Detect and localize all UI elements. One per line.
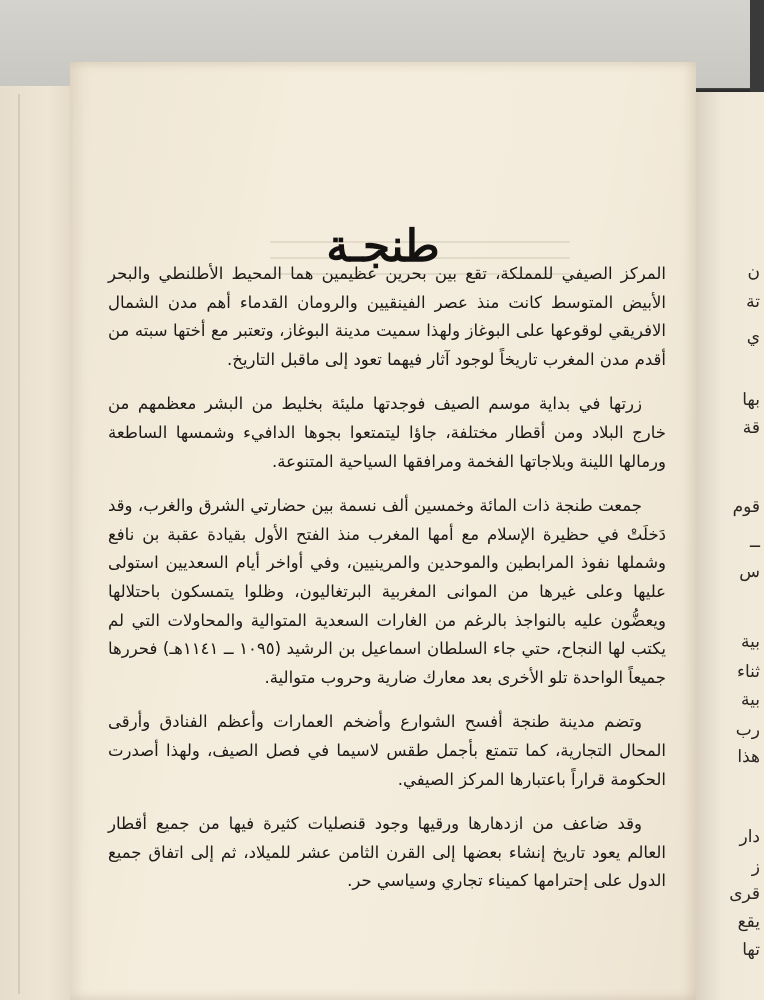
facing-page-text-fragment: تة <box>746 292 760 312</box>
body-text <box>108 260 666 912</box>
facing-page-text-fragment: قرى <box>729 884 760 904</box>
facing-page-text-fragment: ــ <box>750 532 760 552</box>
facing-page-text-fragment: رب <box>735 720 760 740</box>
paragraph-5: وقد ضاعف من ازدهارها ورقيها وجود قنصليات كثيرة فيها من جميع أقطار العالم يعود تاريخ إنشاء بعضها إلى القرن الثامن عشر للميلاد، ثم إلى اتفاق جميع الدول على إحترامها كميناء تجاري وسياسي حر. <box>108 814 666 891</box>
facing-page-text-fragment: قة <box>742 418 760 438</box>
facing-page-text-fragment: ز <box>751 857 760 877</box>
facing-page-text-fragment: قوم <box>732 497 760 517</box>
facing-page-text-fragment: بها <box>742 390 760 410</box>
facing-page-text-fragment: تها <box>742 940 760 960</box>
facing-page-text-fragment: س <box>739 562 760 582</box>
facing-page-text-fragment: ثناء <box>736 662 760 682</box>
paragraph-3: جمعت طنجة ذات المائة وخمسين ألف نسمة بين حضارتي الشرق والغرب، وقد دَخلَتْ في حظيرة الإسلام مع أمها المغرب منذ الفتح الأول بقيادة عقبة بن نافع وشملها نفوذ المرابطين والموحدين والمرينيين، وفي أواخر أيام السعديين استولى عليها وعلى غيرها من الموانى المغربية البرتغاليون، وظلوا يتمسكون باحتلالها ويعضُّون عليه بالنواجذ بالرغم من الغارات السعدية المتوالية والمحاولات التي لم يكتب لها النجاح، حتي جاء السلطان اسماعيل بن الرشيد (١٠٩٥ ــ ١١٤١هـ) فحررها جميعاً الواحدة تلو الأخرى بعد معارك ضارية وحروب متوالية. <box>108 496 666 687</box>
left-page-stack <box>0 86 81 1000</box>
paragraph-2: زرتها في بداية موسم الصيف فوجدتها مليئة بخليط من البشر معظمهم من خارج البلاد ومن أقطار مختلفة، جاؤا ليتمتعوا بجوها الدافيء وشمسها الساطعة ورمالها اللينة وبلاجاتها الفخمة ومرافقها السياحية المتنوعة. <box>108 394 666 471</box>
page-title: طنجـة <box>326 221 440 273</box>
facing-page-text-fragment: ن <box>747 262 760 282</box>
facing-page-text-fragment: بية <box>741 632 760 652</box>
paragraph-4: وتضم مدينة طنجة أفسح الشوارع وأضخم العمارات وأعظم الفنادق وأرقى المحال التجارية، كما تتمتع بأجمل طقس لاسيما في فصل الصيف، ولهذا أصدرت الحكومة قراراً باعتبارها المركز الصيفي. <box>108 712 666 789</box>
facing-page-text-fragment: دار <box>739 827 760 847</box>
book-page <box>70 62 696 1000</box>
facing-page-text-fragment: بية <box>741 690 760 710</box>
facing-page-text-fragment: يقع <box>737 912 760 932</box>
facing-page <box>694 92 764 1000</box>
paragraph-1: المركز الصيفي للمملكة، تقع بين بحرين عظيمين هما المحيط الأطلنطي والبحر الأبيض المتوسط كانت منذ عصر الفينقيين والرومان القدماء أهم مدن الشمال الافريقي لوقوعها على البوغاز ولهذا سميت مدينة البوغاز، وتعتبر مع أختها سبته من أقدم مدن المغرب تاريخاً لوجود آثار فيهما تعود إلى ماقبل التاريخ. <box>108 264 666 369</box>
facing-page-text-fragment: هذا <box>737 747 760 767</box>
page-edge-line <box>18 94 20 994</box>
facing-page-text-fragment: ي <box>746 327 760 347</box>
